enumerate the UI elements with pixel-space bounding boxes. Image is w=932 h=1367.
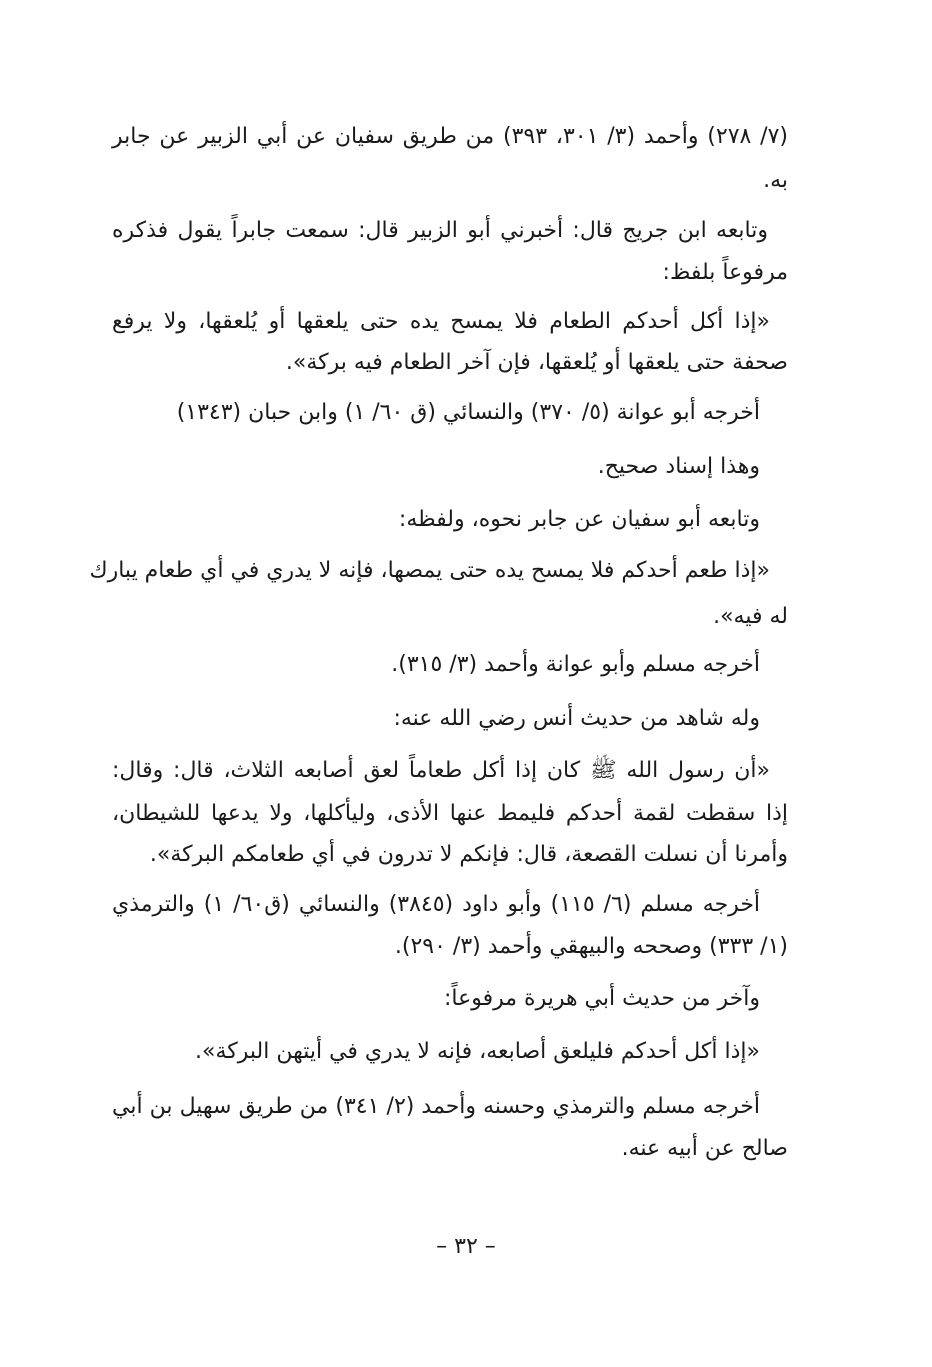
text-line: (٧/ ٢٧٨) وأحمد (٣/ ٣٠١، ٣٩٣) من طريق سفيان عن أبي الزبير عن جابر [112, 124, 789, 149]
text-line: «إذا أكل أحدكم فليلعق أصابعه، فإنه لا يدري في أيتهن البركة». [195, 1039, 760, 1064]
text-line: (١/ ٣٣٣) وصححه والبيهقي وأحمد (٣/ ٢٩٠). [394, 934, 788, 959]
text-line: وتابعه أبو سفيان عن جابر نحوه، ولفظه: [398, 507, 760, 532]
text-line: أخرجه مسلم وأبو عوانة وأحمد (٣/ ٣١٥). [391, 652, 760, 677]
text-line: أخرجه مسلم (٦/ ١١٥) وأبو داود (٣٨٤٥) والنسائي (ق٦٠/ ١) والترمذي [112, 892, 761, 917]
text-line: إذا سقطت لقمة أحدكم فليمط عنها الأذى، وليأكلها، ولا يدعها للشيطان، [112, 801, 788, 826]
text-line: به. [763, 168, 788, 193]
page-number: – ٣٢ – [436, 1234, 496, 1259]
text-line: أخرجه أبو عوانة (٥/ ٣٧٠) والنسائي (ق ٦٠/ ١) وابن حبان (١٣٤٣) [176, 400, 760, 425]
text-line: له فيه». [713, 604, 788, 629]
text-line: وأمرنا أن نسلت القصعة، قال: فإنكم لا تدرون في أي طعامكم البركة». [149, 842, 788, 867]
text-line: وآخر من حديث أبي هريرة مرفوعاً: [444, 986, 760, 1011]
text-line: مرفوعاً بلفظ: [662, 260, 788, 285]
text-line: وله شاهد من حديث أنس رضي الله عنه: [393, 706, 760, 731]
text-line: وهذا إسناد صحيح. [597, 454, 760, 479]
text-line: صحفة حتى يلعقها أو يُلعقها، فإن آخر الطعام فيه بركة». [285, 350, 788, 375]
text-line: أخرجه مسلم والترمذي وحسنه وأحمد (٢/ ٣٤١) من طريق سهيل بن أبي [112, 1094, 761, 1119]
text-line: «إذا طعم أحدكم فلا يمسح يده حتى يمصها، فإنه لا يدري في أي طعام يبارك [89, 558, 770, 583]
text-line: «أن رسول الله ﷺ كان إذا أكل طعاماً لعق أصابعه الثلاث، قال: وقال: [112, 758, 770, 783]
text-line: «إذا أكل أحدكم الطعام فلا يمسح يده حتى يلعقها أو يُلعقها، ولا يرفع [112, 309, 770, 334]
text-line: وتابعه ابن جريج قال: أخبرني أبو الزبير قال: سمعت جابراً يقول فذكره [112, 218, 768, 243]
text-line: صالح عن أبيه عنه. [621, 1136, 788, 1161]
